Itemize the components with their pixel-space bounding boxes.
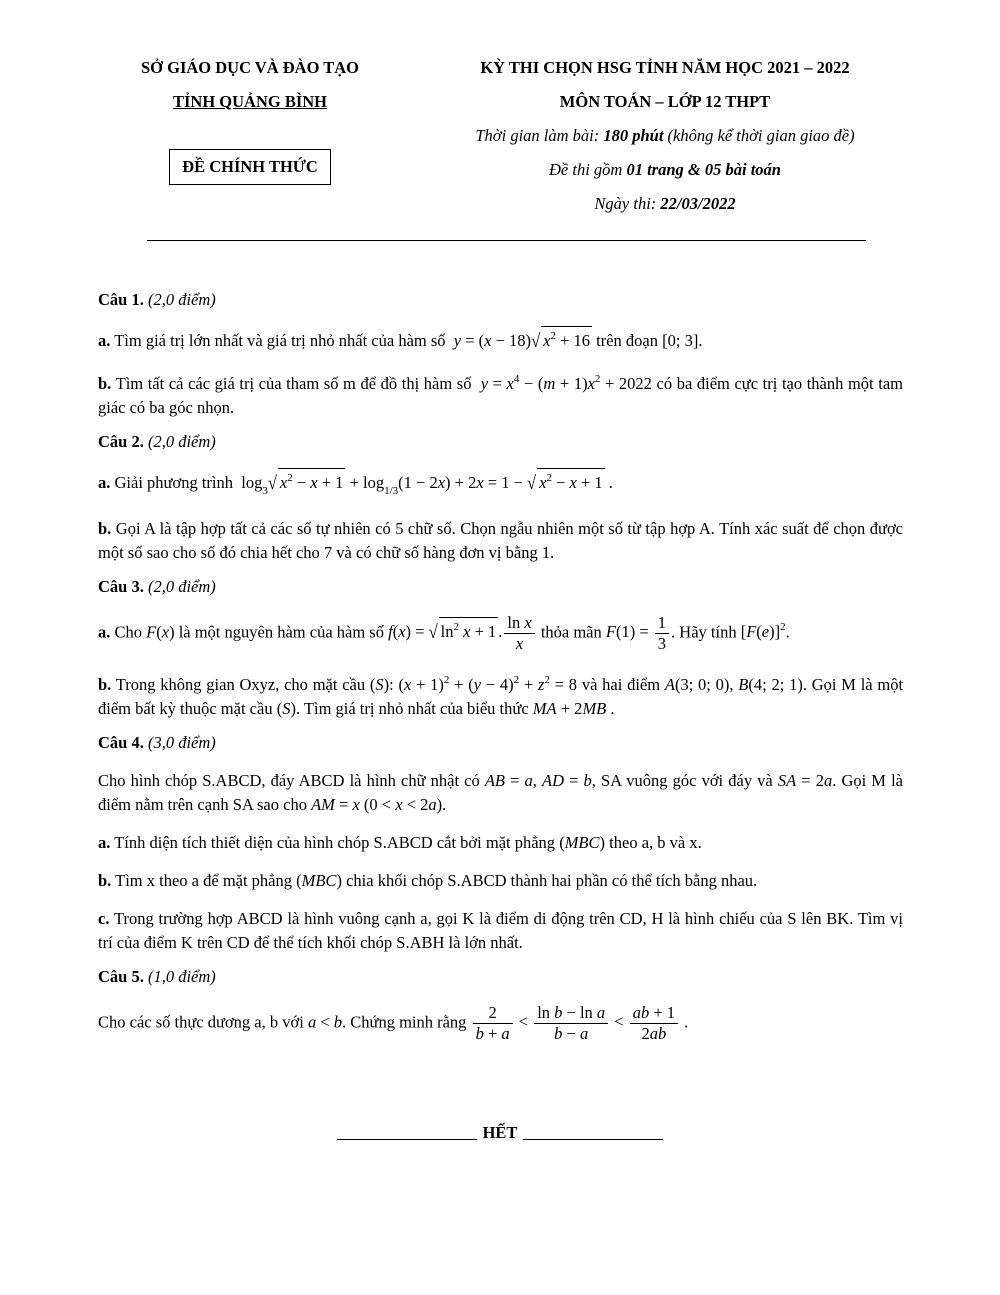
header-divider bbox=[147, 240, 866, 241]
end-line-right bbox=[523, 1139, 663, 1140]
province-name: TỈNH QUẢNG BÌNH bbox=[172, 92, 328, 111]
question-3a: a. Cho F(x) là một nguyên hàm của hàm số f(x) = √ $\ln^2 x + 1$ . $\frac{\text{ln x}}{x}$ thỏa mãn F(1) = $\frac{1}{3}$ . Hãy tính $[F(e)]^2$. bbox=[98, 613, 790, 653]
question-4a: a. Tính diện tích thiết diện của hình chóp S.ABCD cắt bởi mặt phẳng (MBC) theo a, b và x. bbox=[98, 833, 702, 852]
question-3-heading: Câu 3. (2,0 điểm) bbox=[98, 577, 216, 596]
question-4-intro: Cho hình chóp S.ABCD, đáy ABCD là hình chữ nhật có AB = a, AD = b, SA vuông góc với đáy và SA = 2a. Gọi M là điểm nằm trên cạnh SA sao cho AM = x (0 < x < 2a). bbox=[98, 771, 903, 814]
official-badge: ĐỀ CHÍNH THỨC bbox=[169, 149, 331, 185]
question-2-heading: Câu 2. (2,0 điểm) bbox=[98, 432, 216, 451]
interval-1a: [0; 3] bbox=[662, 331, 699, 350]
question-1-heading: Câu 1. (2,0 điểm) bbox=[98, 290, 216, 309]
formula-1a: y = (x − 18)√ $x^2 + 16$ bbox=[450, 331, 592, 350]
question-3b: b. Trong không gian Oxyz, cho mặt cầu (S): $(x + 1)^2 + (y - 4)^2 + z^2 = 8$ và hai điểm A(3; 0; 0), B(4; 2; 1). Gọi M là một điểm bất kỳ thuộc mặt cầu (S). Tìm giá trị nhỏ nhất của biểu thức MA + 2MB . bbox=[98, 674, 904, 718]
exam-title: KỲ THI CHỌN HSG TỈNH NĂM HỌC 2021 – 2022 bbox=[480, 58, 850, 77]
exam-pages: Đề thi gồm 01 trang & 05 bài toán bbox=[549, 160, 781, 179]
formula-1b: $y = x^4 - (m + 1)x^2 + 2022$ bbox=[480, 373, 652, 393]
question-1b: b. Tìm tất cả các giá trị của tham số m để đồ thị hàm số $y = x^4 - (m + 1)x^2 + 2022$ có ba điểm cực trị tạo thành một tam giác có ba góc nhọn. bbox=[98, 373, 903, 417]
question-5-heading: Câu 5. (1,0 điểm) bbox=[98, 967, 216, 986]
header-left bbox=[100, 57, 400, 185]
exam-duration: Thời gian làm bài: 180 phút (không kể thời gian giao đề) bbox=[475, 126, 855, 145]
question-4-heading: Câu 4. (3,0 điểm) bbox=[98, 733, 216, 752]
exam-date: Ngày thi: 22/03/2022 bbox=[594, 194, 736, 213]
question-4b: b. Tìm x theo a để mặt phẳng (MBC) chia khối chóp S.ABCD thành hai phần có thể tích bằng nhau. bbox=[98, 871, 758, 890]
exam-body bbox=[98, 288, 903, 1044]
question-2a: a. Giải phương trình $\log_3√$ $x^2 - x + 1 + \log_{1/3}(1 - 2x) + 2x = 1$ − √ $x^2 - x + 1$ . bbox=[98, 468, 903, 503]
sphere-equation: (S): $(x + 1)^2 + (y - 4)^2 + z^2 = 8$ bbox=[369, 674, 578, 694]
inequality-5: $\frac{2}{b + a}$ < $\frac{\text{ln b − ln a}}{b - a}$ < $\frac{ab + 1}{2ab}$ bbox=[471, 1012, 680, 1031]
end-line-left bbox=[337, 1139, 477, 1140]
department-name: SỞ GIÁO DỤC VÀ ĐÀO TẠO bbox=[140, 58, 360, 77]
formula-2a: $\log_3√$ $x^2 - x + 1 + \log_{1/3}(1 - 2x) + 2x = 1$ − √ $x^2 - x + 1$ bbox=[237, 473, 605, 492]
question-2b: b. Gọi A là tập hợp tất cả các số tự nhiên có 5 chữ số. Chọn ngẫu nhiên một số từ tập hợp A. Tính xác suất để chọn được một số sao cho số đó chia hết cho 7 và có chữ số hàng đơn vị bằng 1. bbox=[98, 519, 903, 562]
header-right bbox=[430, 57, 900, 227]
question-1a: a. Tìm giá trị lớn nhất và giá trị nhỏ nhất của hàm số y = (x − 18)√ $x^2 + 16$ trên đoạn [0; 3]. bbox=[98, 326, 903, 353]
question-4c: c. Trong trường hợp ABCD là hình vuông cạnh a, gọi K là điểm di động trên CD, H là hình chiếu của S lên BK. Tìm vị trí của điểm K trên CD để thể tích khối chóp S.ABH là lớn nhất. bbox=[98, 909, 903, 952]
question-5: Cho các số thực dương a, b với a < b. Chứng minh rằng $\frac{2}{b + a}$ < $\frac{\text{ln b − ln a}}{b - a}$ < $\frac{ab + 1}{2ab}$ . bbox=[98, 1003, 689, 1043]
end-marker: HẾT bbox=[0, 1123, 1000, 1143]
subject-title: MÔN TOÁN – LỚP 12 THPT bbox=[559, 92, 771, 111]
formula-3a: f(x) = √ $\ln^2 x + 1$ . $\frac{\text{ln x}}{x}$ bbox=[388, 622, 537, 641]
